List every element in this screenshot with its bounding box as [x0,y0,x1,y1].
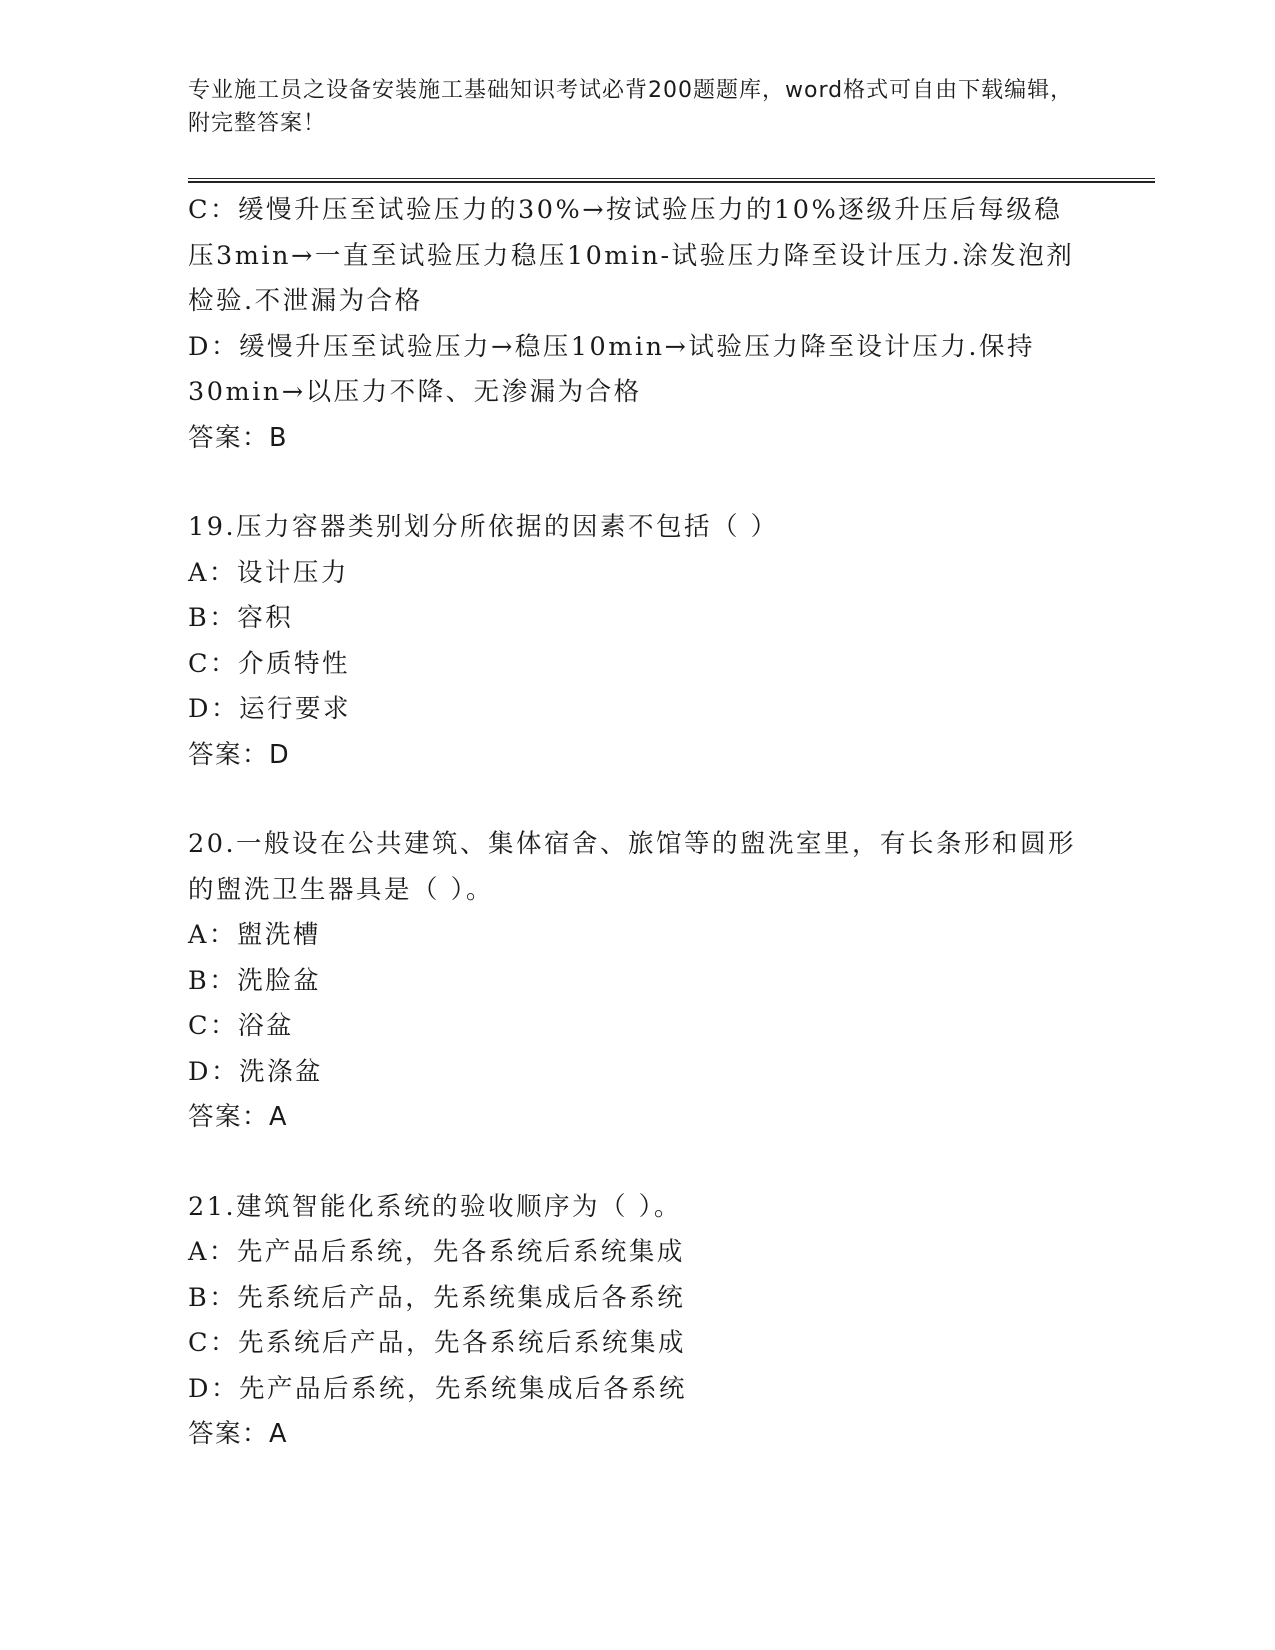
header-title: 专业施工员之设备安装施工基础知识考试必背200题题库，word格式可自由下载编辑，附完整答案！ [188,78,1074,136]
option-a: A：设计压力 [188,557,349,588]
question-20 [188,822,1078,1141]
option-a: A：先产品后系统，先各系统后系统集成 [188,1237,685,1267]
option-c: C：缓慢升压至试验压力的30%→按试验压力的10%逐级升压后每级稳压3min→一直至试验压力稳压10min-试验压力降至设计压力.涂发泡剂检验.不泄漏为合格 [188,195,1075,316]
option-a: A：盥洗槽 [188,920,321,950]
option-d: D：洗涤盆 [188,1056,323,1087]
option-c: C：介质特性 [188,648,351,679]
option-d: D：运行要求 [188,694,351,724]
option-d: D：先产品后系统，先系统集成后各系统 [188,1373,687,1404]
option-b: B：容积 [188,603,294,633]
question-19 [188,505,1078,778]
answer-line: 答案：A [188,1419,288,1449]
page-header [188,74,1078,140]
option-c: C：浴盆 [188,1011,295,1041]
answer-line: 答案：B [188,422,288,453]
document-body [188,188,1078,1458]
answer-line: 答案：D [188,739,291,770]
answer-line: 答案：A [188,1102,288,1132]
question-stem: 20.一般设在公共建筑、集体宿舍、旅馆等的盥洗室里，有长条形和圆形的盥洗卫生器具是（ ）。 [188,829,1077,905]
option-d: D：缓慢升压至试验压力→稳压10min→试验压力降至设计压力.保持30min→以压力不降、无渗漏为合格 [188,331,1035,407]
question-21 [188,1185,1078,1458]
option-b: B：先系统后产品，先系统集成后各系统 [188,1282,686,1313]
header-divider [188,178,1155,183]
option-c: C：先系统后产品，先各系统后系统集成 [188,1328,687,1358]
question-18-tail [188,188,1078,461]
question-stem: 19.压力容器类别划分所依据的因素不包括（ ） [188,512,779,542]
question-stem: 21.建筑智能化系统的验收顺序为（ ）。 [188,1191,682,1222]
option-b: B：洗脸盆 [188,965,322,996]
